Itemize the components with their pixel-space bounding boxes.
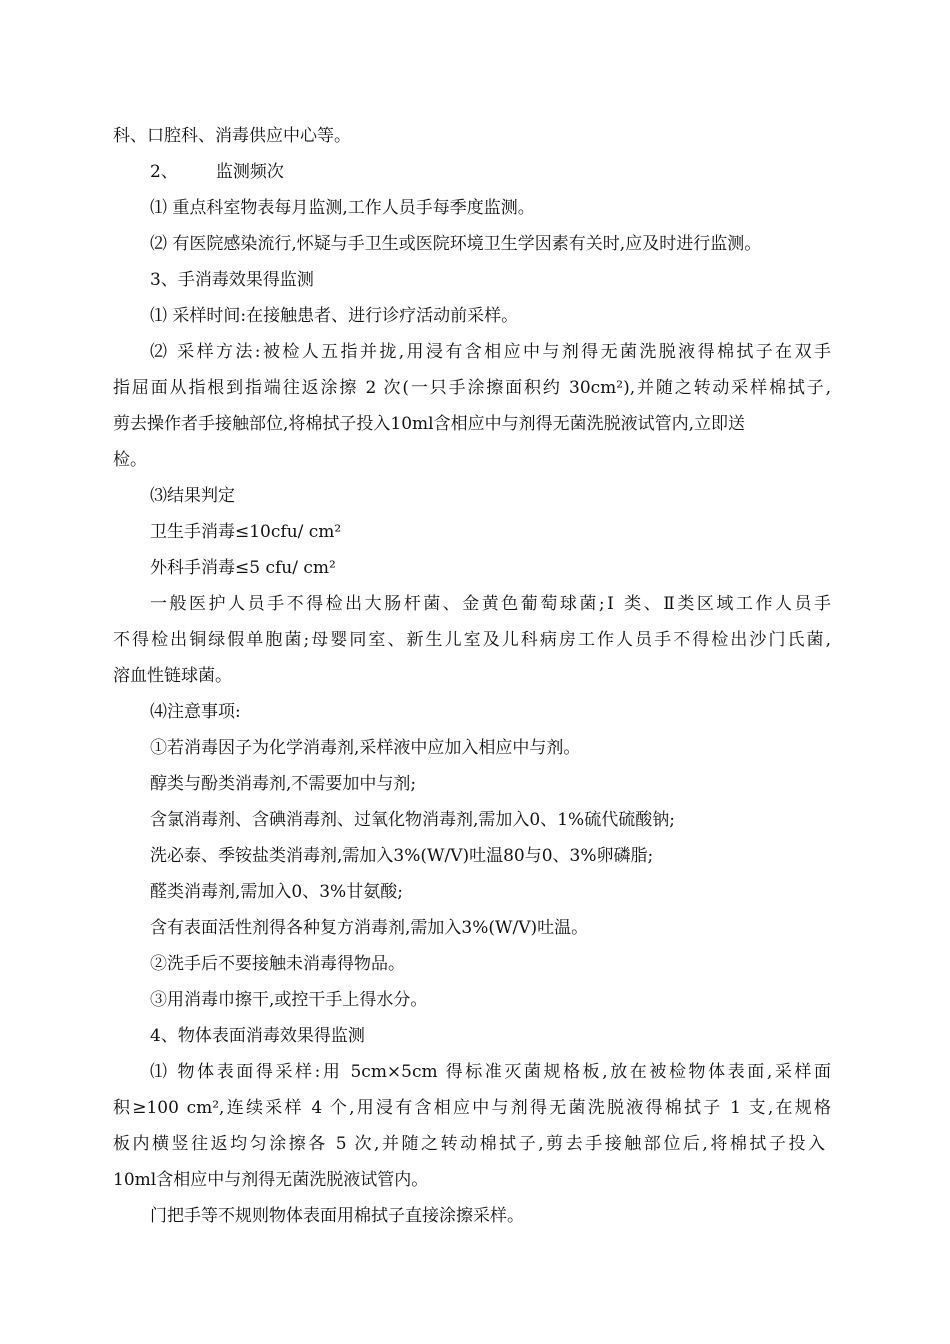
text-line: 科、口腔科、消毒供应中心等。: [113, 126, 351, 146]
text-line: 不得检出铜绿假单胞菌;母婴同室、新生儿室及儿科病房工作人员手不得检出沙门氏菌,: [113, 630, 831, 650]
text-line: ⑵ 采样方法:被检人五指并拢,用浸有含相应中与剂得无菌洗脱液得棉拭子在双手: [150, 342, 831, 362]
text-line: 含氯消毒剂、含碘消毒剂、过氧化物消毒剂,需加入0、1%硫代硫酸钠;: [150, 810, 675, 830]
section-heading: [150, 160, 284, 184]
text-line: 积≥100 cm²,连续采样 4 个,用浸有含相应中与剂得无菌洗脱液得棉拭子 1 支,在规格: [113, 1098, 831, 1118]
text-line: 醇类与酚类消毒剂,不需要加中与剂;: [150, 774, 417, 794]
text-line: ⑴ 物体表面得采样:用 5cm×5cm 得标准灭菌规格板,放在被检物体表面,采样面: [150, 1062, 831, 1082]
text-line: ①若消毒因子为化学消毒剂,采样液中应加入相应中与剂。: [150, 738, 581, 758]
text-line: 门把手等不规则物体表面用棉拭子直接涂擦采样。: [150, 1206, 524, 1226]
section-title: 监测频次: [215, 162, 284, 182]
text-line: 剪去操作者手接触部位,将棉拭子投入10ml含相应中与剂得无菌洗脱液试管内,立即送: [113, 414, 745, 434]
text-line: ⑵ 有医院感染流行,怀疑与手卫生或医院环境卫生学因素有关时,应及时进行监测。: [150, 234, 762, 254]
section-heading: 3、手消毒效果得监测: [150, 270, 314, 290]
text-line: ③用消毒巾擦干,或控干手上得水分。: [150, 990, 428, 1010]
text-line: 板内横竖往返均匀涂擦各 5 次,并随之转动棉拭子,剪去手接触部位后,将棉拭子投入: [113, 1134, 825, 1154]
text-line: 指屈面从指根到指端往返涂擦 2 次(一只手涂擦面积约 30cm²),并随之转动采样棉拭子,: [113, 378, 831, 398]
text-line: ⑴ 采样时间:在接触患者、进行诊疗活动前采样。: [150, 306, 519, 326]
text-line: 卫生手消毒≤10cfu/ cm²: [150, 522, 342, 542]
text-line: 洗必泰、季铵盐类消毒剂,需加入3%(W/V)吐温80与0、3%卵磷脂;: [150, 846, 654, 866]
text-line: ⑴ 重点科室物表每月监测,工作人员手每季度监测。: [150, 198, 535, 218]
text-line: 溶血性链球菌。: [113, 666, 232, 686]
text-line: 10ml含相应中与剂得无菌洗脱液试管内。: [113, 1170, 429, 1190]
text-line: 醛类消毒剂,需加入0、3%甘氨酸;: [150, 882, 403, 902]
text-line: 一般医护人员手不得检出大肠杆菌、金黄色葡萄球菌;Ⅰ 类、Ⅱ类区域工作人员手: [150, 594, 831, 614]
text-line: 检。: [113, 450, 147, 470]
text-line: ⑶结果判定: [150, 486, 235, 506]
section-number: 2、: [150, 162, 178, 182]
text-line: 含有表面活性剂得各种复方消毒剂,需加入3%(W/V)吐温。: [150, 918, 589, 938]
section-heading: 4、物体表面消毒效果得监测: [150, 1026, 365, 1046]
text-line: ②洗手后不要接触未消毒得物品。: [150, 954, 405, 974]
text-line: 外科手消毒≤5 cfu/ cm²: [150, 558, 336, 578]
text-line: ⑷注意事项:: [150, 702, 241, 722]
